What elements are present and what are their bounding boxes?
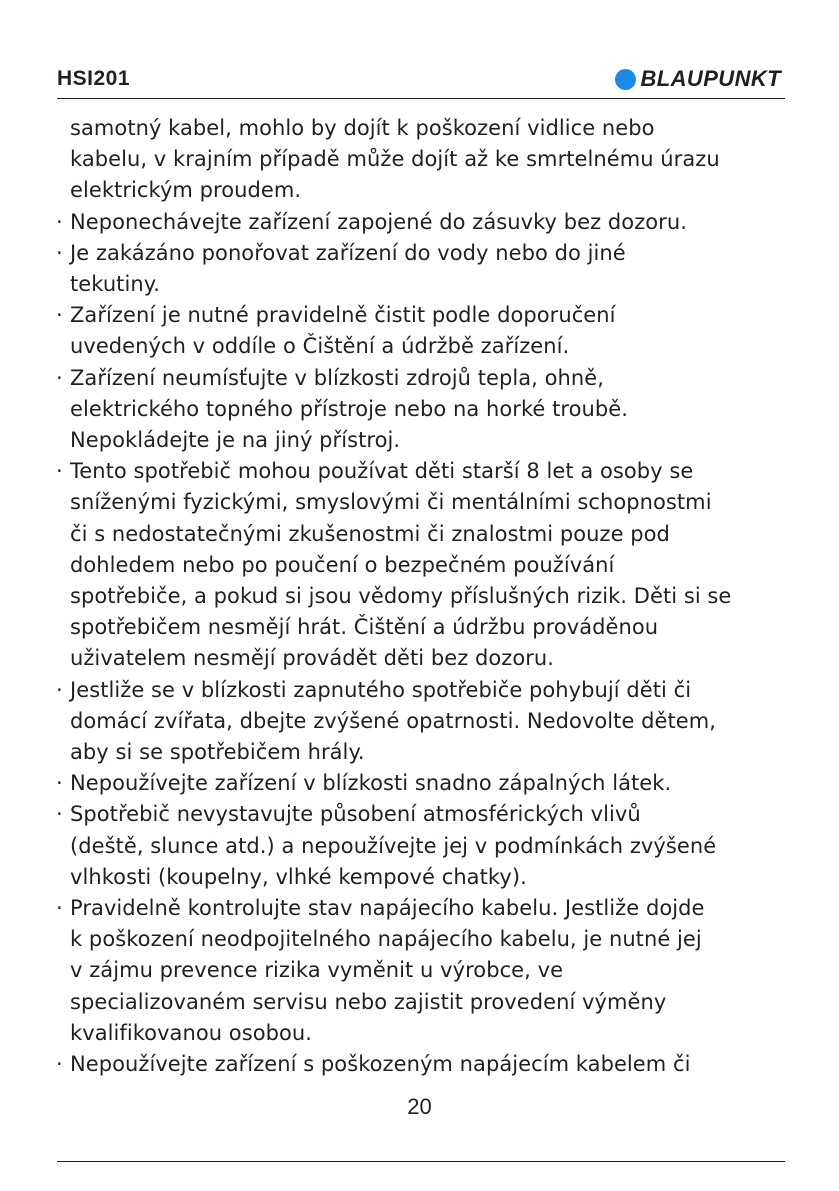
line-text: Pravidelně kontrolujte stav napájecího kabelu. Jestliže dojde — [70, 896, 705, 921]
line-text: domácí zvířata, dbejte zvýšené opatrnosti. Nedovolte dětem, — [70, 708, 716, 733]
bullet-icon: · — [56, 303, 63, 328]
line-text: elektrickým proudem. — [70, 178, 302, 203]
line-text: spotřebiče, a pokud si jsou vědomy příslušných rizik. Děti si se — [70, 584, 732, 609]
line-text: sníženými fyzickými, smyslovými či mentálními schopnostmi — [70, 490, 712, 515]
line-text: vlhkosti (koupelny, vlhké kempové chatky). — [70, 864, 527, 889]
page-header — [57, 64, 785, 99]
bullet-line — [56, 799, 791, 830]
text-line — [56, 519, 791, 550]
bullet-line — [56, 238, 791, 269]
line-text: Spotřebič nevystavujte působení atmosférických vlivů — [70, 802, 641, 827]
bullet-line — [56, 675, 791, 706]
page-number: 20 — [407, 1094, 432, 1119]
safety-instructions-text — [56, 113, 791, 1080]
line-text: uvedených v oddíle o Čištění a údržbě zařízení. — [70, 334, 570, 359]
line-text: specializovaném servisu nebo zajistit provedení výměny — [70, 989, 667, 1014]
model-number: HSI201 — [57, 67, 131, 90]
bullet-line — [56, 768, 791, 799]
text-line — [56, 1018, 791, 1049]
text-line — [56, 425, 791, 456]
text-line — [56, 643, 791, 674]
text-line — [56, 831, 791, 862]
line-text: Neponechávejte zařízení zapojené do zásuvky bez dozoru. — [70, 209, 687, 234]
bullet-line — [56, 1049, 791, 1080]
line-text: Nepoužívejte zařízení v blízkosti snadno zápalných látek. — [70, 771, 672, 796]
text-line — [56, 581, 791, 612]
line-text: Jestliže se v blízkosti zapnutého spotřebiče pohybují děti či — [70, 677, 692, 702]
bullet-icon: · — [56, 365, 63, 390]
text-line — [56, 550, 791, 581]
text-line — [56, 269, 791, 300]
text-line — [56, 487, 791, 518]
text-line — [56, 394, 791, 425]
bullet-icon: · — [56, 459, 63, 484]
bullet-icon: · — [56, 802, 63, 827]
text-line — [56, 955, 791, 986]
line-text: Nepoužívejte zařízení s poškozeným napájecím kabelem či — [70, 1052, 691, 1077]
bullet-icon: · — [56, 896, 63, 921]
footer-divider — [57, 1161, 785, 1162]
line-text: uživatelem nesmějí provádět děti bez dozoru. — [70, 646, 555, 671]
line-text: kvalifikovanou osobou. — [70, 1020, 312, 1045]
text-line — [56, 706, 791, 737]
bullet-line — [56, 893, 791, 924]
line-text: tekutiny. — [70, 272, 160, 297]
text-line — [56, 175, 791, 206]
bullet-icon: · — [56, 677, 63, 702]
line-text: (deště, slunce atd.) a nepoužívejte jej v podmínkách zvýšené — [70, 833, 717, 858]
text-line — [56, 862, 791, 893]
line-text: Zařízení neumísťujte v blízkosti zdrojů tepla, ohně, — [70, 365, 604, 390]
line-text: Nepokládejte je na jiný přístroj. — [70, 428, 401, 453]
line-text: dohledem nebo po poučení o bezpečném používání — [70, 552, 615, 577]
bullet-line — [56, 207, 791, 238]
text-line — [56, 144, 791, 175]
bullet-icon: · — [56, 1052, 63, 1077]
line-text: Zařízení je nutné pravidelně čistit podle doporučení — [70, 303, 616, 328]
line-text: spotřebičem nesmějí hrát. Čištění a údržbu prováděnou — [70, 615, 659, 640]
line-text: Tento spotřebič mohou používat děti starší 8 let a osoby se — [70, 459, 694, 484]
bullet-line — [56, 456, 791, 487]
brand-logo — [615, 66, 781, 92]
brand-dot-icon — [615, 69, 636, 90]
brand-name: BLAUPUNKT — [640, 66, 781, 91]
text-line — [56, 987, 791, 1018]
text-line — [56, 924, 791, 955]
text-line — [56, 737, 791, 768]
bullet-line — [56, 363, 791, 394]
line-text: aby si se spotřebičem hrály. — [70, 740, 365, 765]
line-text: či s nedostatečnými zkušenostmi či znalostmi pouze pod — [70, 521, 670, 546]
bullet-icon: · — [56, 240, 63, 265]
text-line — [56, 331, 791, 362]
line-text: elektrického topného přístroje nebo na horké troubě. — [70, 396, 628, 421]
bullet-icon: · — [56, 771, 63, 796]
bullet-icon: · — [56, 209, 63, 234]
text-line — [56, 113, 791, 144]
text-line — [56, 612, 791, 643]
line-text: kabelu, v krajním případě může dojít až ke smrtelnému úrazu — [70, 147, 720, 172]
line-text: k poškození neodpojitelného napájecího kabelu, je nutné jej — [70, 927, 702, 952]
line-text: v zájmu prevence rizika vyměnit u výrobce, ve — [70, 958, 564, 983]
line-text: samotný kabel, mohlo by dojít k poškození vidlice nebo — [70, 116, 655, 140]
line-text: Je zakázáno ponořovat zařízení do vody nebo do jiné — [70, 240, 626, 265]
bullet-line — [56, 300, 791, 331]
